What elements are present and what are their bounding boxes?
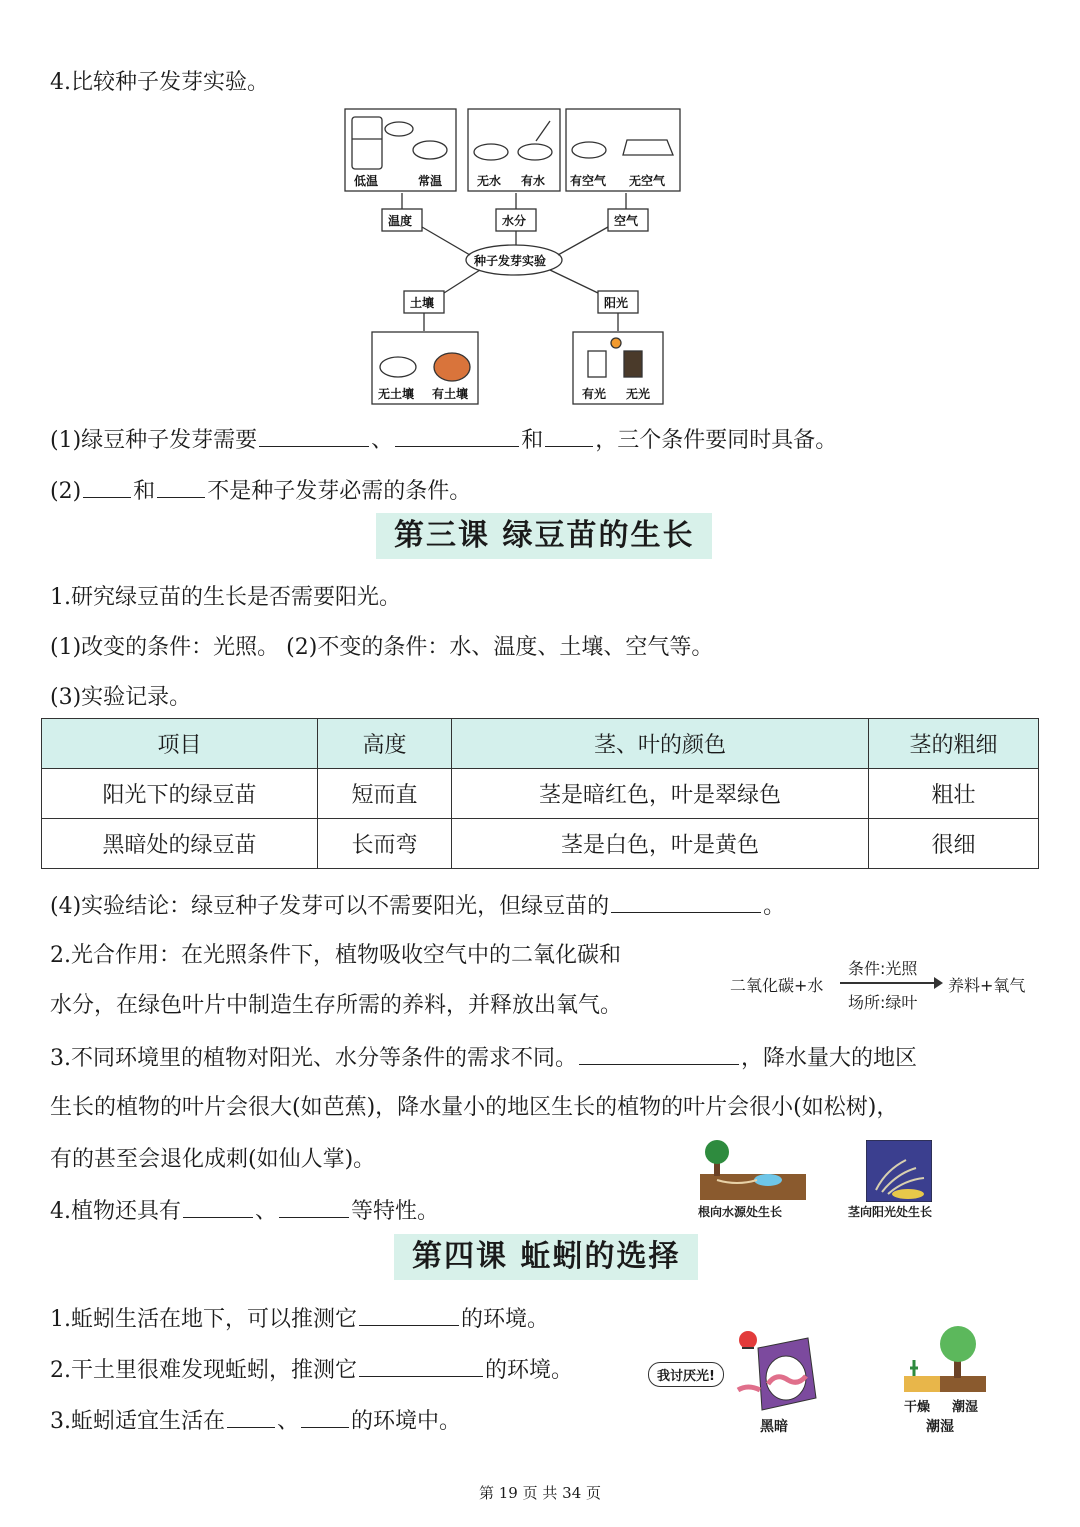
question-4-sub2: (2) 和 不是种子发芽必需的条件。 (50, 475, 471, 507)
temperature-label: 温度 (388, 214, 413, 228)
moist-label: 潮湿 (926, 1419, 954, 1435)
no-water-label: 无水 (477, 174, 502, 188)
table-cell: 短而直 (318, 769, 452, 819)
has-air-label: 有空气 (570, 174, 607, 188)
answer-blank[interactable] (359, 1354, 483, 1377)
answer-blank[interactable] (259, 424, 369, 447)
lesson-3-line-9: 有的甚至会退化成刺(如仙人掌)。 (50, 1147, 376, 1172)
seed-germination-diagram (340, 105, 690, 410)
formula-bottom: 场所:绿叶 (848, 993, 918, 1012)
lesson-4-title: 第四课 蚯蚓的选择 (394, 1234, 698, 1280)
lesson-3-line-1: 1.研究绿豆苗的生长是否需要阳光。 (50, 585, 401, 610)
lesson-3-line-10: 4.植物还具有 、 等特性。 (50, 1195, 439, 1227)
dark-label: 黑暗 (760, 1419, 788, 1435)
has-water-label: 有水 (521, 174, 546, 188)
lesson-3-title: 第三课 绿豆苗的生长 (376, 513, 712, 559)
table-cell: 黑暗处的绿豆苗 (42, 819, 318, 869)
lesson-4-line-1: 1.蚯蚓生活在地下，可以推测它 的环境。 (50, 1303, 549, 1335)
page-total: 34 (562, 1484, 582, 1502)
experiment-record-table (41, 718, 1039, 869)
table-cell: 茎是暗红色，叶是翠绿色 (452, 769, 869, 819)
table-cell: 阳光下的绿豆苗 (42, 769, 318, 819)
soil-label: 土壤 (410, 296, 435, 310)
answer-blank[interactable] (279, 1195, 349, 1218)
no-air-label: 无空气 (629, 174, 666, 188)
answer-blank[interactable] (227, 1405, 275, 1428)
no-soil-label: 无土壤 (378, 387, 415, 401)
air-label: 空气 (614, 214, 639, 228)
photosynthesis-formula (730, 954, 1040, 1014)
answer-blank[interactable] (157, 475, 205, 498)
answer-blank[interactable] (359, 1303, 459, 1326)
answer-blank[interactable] (183, 1195, 253, 1218)
lesson-4-line-3: 3.蚯蚓适宜生活在 、 的环境中。 (50, 1405, 461, 1437)
answer-blank[interactable] (611, 890, 761, 913)
table-row (42, 769, 1039, 819)
center-label: 种子发芽实验 (474, 254, 547, 268)
table-header: 茎的粗细 (869, 719, 1039, 769)
question-4-sub1: (1)绿豆种子发芽需要 、 和 ，三个条件要同时具备。 (50, 424, 837, 456)
normal-temp-label: 常温 (418, 174, 443, 188)
lesson-3-line-2: (1)改变的条件：光照。 (2)不变的条件：水、温度、土壤、空气等。 (50, 635, 714, 660)
sunlight-label: 阳光 (604, 296, 629, 310)
water-label: 水分 (502, 214, 527, 228)
has-soil-label: 有土壤 (432, 387, 469, 401)
formula-left: 二氧化碳+水 (730, 976, 824, 995)
table-cell: 茎是白色，叶是黄色 (452, 819, 869, 869)
low-temp-label: 低温 (354, 174, 379, 188)
dry-wet-soil-illustration (900, 1322, 990, 1396)
table-cell: 粗壮 (869, 769, 1039, 819)
lesson-3-line-7: 3.不同环境里的植物对阳光、水分等条件的需求不同。 ，降水量大的地区 (50, 1042, 917, 1074)
answer-blank[interactable] (301, 1405, 349, 1428)
speech-bubble: 我讨厌光! (648, 1362, 724, 1387)
table-cell: 长而弯 (318, 819, 452, 869)
dry-label: 干燥 (904, 1400, 931, 1415)
stem-tropism-label: 茎向阳光处生长 (848, 1205, 933, 1219)
lesson-4-line-2: 2.干土里很难发现蚯蚓，推测它 的环境。 (50, 1354, 573, 1386)
earthworm-dark-box-illustration (730, 1328, 820, 1412)
lesson-3-line-8: 生长的植物的叶片会很大(如芭蕉)，降水量小的地区生长的植物的叶片会很小(如松树)， (50, 1095, 899, 1120)
formula-arrowhead-icon (934, 977, 943, 989)
lesson-3-line-5: 2.光合作用：在光照条件下，植物吸收空气中的二氧化碳和 (50, 943, 621, 968)
wet-label: 潮湿 (952, 1400, 979, 1415)
question-4-title: 4.比较种子发芽实验。 (50, 70, 269, 95)
page-number: 19 (498, 1484, 518, 1502)
root-tropism-label: 根向水源处生长 (698, 1205, 783, 1219)
formula-right: 养料+氧气 (948, 976, 1026, 995)
table-header: 高度 (318, 719, 452, 769)
stem-tropism-illustration (866, 1140, 932, 1202)
formula-arrow (840, 982, 940, 984)
table-header: 茎、叶的颜色 (452, 719, 869, 769)
table-row (42, 819, 1039, 869)
table-cell: 很细 (869, 819, 1039, 869)
answer-blank[interactable] (579, 1042, 739, 1065)
lesson-3-line-4: (4)实验结论：绿豆种子发芽可以不需要阳光，但绿豆苗的 。 (50, 890, 785, 922)
answer-blank[interactable] (395, 424, 519, 447)
answer-blank[interactable] (83, 475, 131, 498)
lesson-3-line-6: 水分，在绿色叶片中制造生存所需的养料，并释放出氧气。 (50, 993, 623, 1018)
answer-blank[interactable] (545, 424, 593, 447)
page-footer: 第 19 页 共 34 页 (478, 1484, 602, 1502)
lesson-3-line-3: (3)实验记录。 (50, 685, 192, 710)
table-header: 项目 (42, 719, 318, 769)
root-tropism-illustration (698, 1140, 808, 1202)
no-light-label: 无光 (626, 387, 651, 401)
has-light-label: 有光 (582, 387, 607, 401)
table-header-row (42, 719, 1039, 769)
formula-top: 条件:光照 (848, 959, 918, 978)
